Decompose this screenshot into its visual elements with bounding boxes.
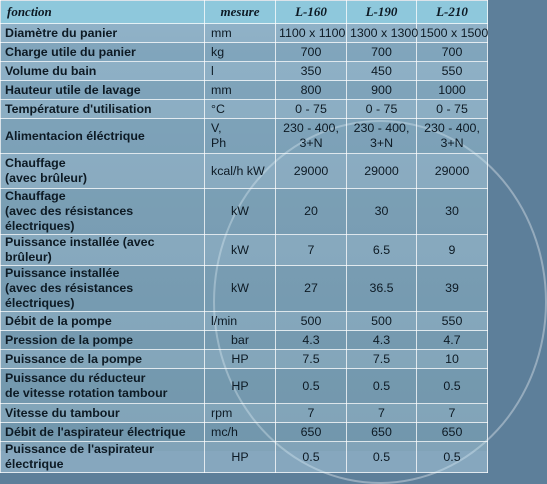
row-unit [205,100,276,119]
row-unit-line: mm [211,82,232,97]
row-label [1,100,205,119]
row-unit [205,24,276,43]
row-value-l210-line: 1500 x 1500 [420,25,489,40]
row-value-l210 [417,81,488,100]
row-value-l160-line: 800 [300,82,322,97]
row-label-line: Vitesse du tambour [5,405,120,420]
row-unit [205,235,276,266]
row-value-l210-line: 1000 [438,82,466,97]
row-value-l160 [276,369,347,404]
table-row [1,100,488,119]
header-model-l160: L-160 [276,1,347,24]
row-value-l210 [417,442,488,473]
row-unit-line: kW [231,281,249,295]
row-value-l160 [276,24,347,43]
table-row [1,266,488,312]
table-row [1,119,488,154]
row-value-l160-line: 29000 [293,163,329,178]
row-value-l210 [417,43,488,62]
row-value-l160-line: 500 [300,313,322,328]
row-label [1,331,205,350]
row-label-line: Puissance du réducteur [5,371,146,385]
row-value-l160 [276,312,347,331]
row-value-l190-line: 650 [371,424,392,439]
row-value-l160-line: 350 [300,63,322,78]
row-value-l160-line: 700 [300,44,322,59]
row-value-l190-line: 0 - 75 [365,101,398,116]
row-unit-line: mc/h [211,424,238,439]
row-value-l160-line: 1100 x 1100 [279,25,346,40]
row-value-l160-line: 230 - 400, [283,121,339,135]
row-value-l210 [417,62,488,81]
row-value-l160-line: 0.5 [302,378,320,393]
row-value-l160-line: 0.5 [302,449,320,464]
row-value-l190 [347,331,417,350]
row-unit [205,266,276,312]
row-label [1,43,205,62]
row-value-l210 [417,154,488,189]
row-unit [205,423,276,442]
row-value-l190 [347,442,417,473]
row-unit-line: °C [211,101,225,116]
row-value-l160-line: 7.5 [302,351,320,366]
row-value-l190 [347,312,417,331]
table-row [1,404,488,423]
row-value-l190 [347,119,417,154]
row-unit-line: kW [231,204,249,218]
row-label-line: (avec des résistances électriques) [5,204,134,233]
row-label [1,235,205,266]
row-unit [205,369,276,404]
row-value-l160 [276,350,347,369]
table-row [1,312,488,331]
row-value-l210 [417,100,488,119]
row-value-l190 [347,24,417,43]
row-label-line: de vitesse rotation tambour [5,386,168,400]
row-value-l160 [276,266,347,312]
row-label-line: Chauffage [5,156,66,170]
row-value-l190 [347,423,417,442]
row-value-l160 [276,62,347,81]
row-value-l210-line: 7 [448,405,456,420]
table-row [1,62,488,81]
row-label [1,81,205,100]
row-value-l190-line: 1300 x 1300 [350,25,419,40]
row-value-l210 [417,24,488,43]
row-value-l210 [417,331,488,350]
row-value-l190-line: 700 [371,44,392,59]
row-unit [205,331,276,350]
header-model-l210: L-210 [417,1,488,24]
row-value-l190 [347,81,417,100]
row-label-line: Puissance installée [5,266,120,280]
row-value-l190-line: 230 - 400, [353,121,410,135]
row-value-l210-line: 30 [445,204,459,218]
row-value-l190-line: 7 [378,405,385,420]
row-label [1,119,205,154]
row-label [1,266,205,312]
row-value-l210 [417,235,488,266]
row-value-l210-line: 4.7 [443,332,461,347]
table-row [1,43,488,62]
table-header-row [1,1,488,24]
row-unit-line: HP [231,378,249,393]
row-value-l190-line: 7.5 [372,351,391,366]
table-row [1,81,488,100]
row-label [1,423,205,442]
row-label [1,442,205,473]
row-value-l190-line: 0.5 [372,449,391,464]
row-unit [205,312,276,331]
row-value-l210 [417,119,488,154]
table-row [1,235,488,266]
table-row [1,154,488,189]
row-value-l210-line: 230 - 400, [424,121,480,135]
row-value-l190 [347,350,417,369]
row-value-l160 [276,423,347,442]
row-value-l190-line: 0.5 [372,378,391,393]
row-value-l160-line: 4.3 [302,332,320,347]
row-value-l190 [347,369,417,404]
row-value-l160-line: 27 [304,281,318,295]
row-value-l190 [347,43,417,62]
row-value-l190 [347,189,417,235]
row-label-line: Volume du bain [5,63,97,78]
row-value-l210-line: 550 [441,63,463,78]
row-unit [205,119,276,154]
table-row [1,442,488,473]
row-value-l210-line: 0.5 [443,378,461,393]
row-value-l160 [276,81,347,100]
row-label [1,154,205,189]
row-value-l210 [417,423,488,442]
row-value-l210 [417,266,488,312]
table-row [1,350,488,369]
header-fonction: fonction [1,1,205,24]
row-value-l190-line: 500 [371,313,392,328]
row-value-l210 [417,350,488,369]
row-unit [205,350,276,369]
row-value-l160-line: 20 [304,204,318,218]
row-unit-line: Ph [211,136,227,150]
row-value-l210-line: 39 [445,281,459,295]
row-value-l160-line: 650 [300,424,322,439]
row-label-line: Puissance installée (avec brûleur) [5,235,155,264]
row-value-l210 [417,189,488,235]
row-label [1,62,205,81]
row-value-l190 [347,100,417,119]
row-unit-line: bar [231,332,249,347]
table-row [1,369,488,404]
row-label-line: (avec des résistances électriques) [5,281,134,310]
row-unit [205,154,276,189]
row-label-line: Diamètre du panier [5,25,118,40]
row-value-l190-line: 4.3 [372,332,391,347]
row-value-l210-line: 650 [441,424,463,439]
row-unit [205,43,276,62]
row-value-l190 [347,266,417,312]
row-value-l160 [276,100,347,119]
row-value-l190-line: 29000 [364,163,399,178]
row-value-l210 [417,369,488,404]
row-label [1,24,205,43]
row-value-l160 [276,331,347,350]
row-unit [205,189,276,235]
row-unit [205,404,276,423]
row-label-line: Débit de la pompe [5,313,112,328]
header-model-l190: L-190 [347,1,417,24]
row-value-l190-line: 3+N [369,136,394,150]
row-value-l160 [276,43,347,62]
row-value-l160 [276,235,347,266]
row-value-l160 [276,404,347,423]
header-mesure: mesure [205,1,276,24]
row-value-l190-line: 30 [374,204,389,218]
row-value-l190 [347,404,417,423]
table-row [1,331,488,350]
row-unit-line: HP [231,449,249,464]
row-unit-line: HP [231,351,249,366]
row-label-line: (avec brûleur) [5,171,87,185]
row-unit [205,62,276,81]
row-value-l190 [347,154,417,189]
row-label-line: Pression de la pompe [5,332,134,347]
row-value-l190 [347,235,417,266]
row-value-l160-line: 3+N [299,136,323,150]
row-label [1,369,205,404]
row-label [1,404,205,423]
row-value-l210-line: 0 - 75 [436,101,468,116]
row-unit [205,81,276,100]
row-unit-line: kW [231,242,249,257]
row-label-line: Puissance de la pompe [5,351,143,366]
row-value-l190 [347,62,417,81]
row-label-line: Puissance de l'aspirateur électrique [5,442,154,471]
row-label-line: Débit de l'aspirateur électrique [5,424,186,439]
table-row [1,423,488,442]
row-value-l160-line: 7 [307,405,315,420]
row-label-line: Alimentacion éléctrique [5,128,145,143]
row-value-l160 [276,119,347,154]
row-value-l160 [276,154,347,189]
row-value-l210-line: 10 [445,351,459,366]
row-value-l210-line: 3+N [440,136,464,150]
row-unit-line: kcal/h kW [211,163,265,178]
row-value-l210-line: 29000 [434,163,470,178]
row-label [1,312,205,331]
row-value-l190-line: 450 [371,63,392,78]
row-value-l160-line: 0 - 75 [295,101,327,116]
row-value-l190-line: 900 [371,82,392,97]
row-value-l210-line: 700 [441,44,463,59]
table-row [1,24,488,43]
row-unit-line: mm [211,25,232,40]
table-row [1,189,488,235]
row-value-l210-line: 9 [448,242,456,257]
row-unit-line: V, [211,121,222,135]
row-label-line: Hauteur utile de lavage [5,82,141,97]
row-label-line: Charge utile du panier [5,44,136,59]
row-value-l210-line: 550 [441,313,463,328]
row-unit-line: l [211,63,214,78]
row-value-l210 [417,404,488,423]
row-value-l160-line: 7 [307,242,315,257]
row-label-line: Chauffage [5,189,66,203]
row-unit-line: kg [211,44,225,59]
row-value-l160 [276,442,347,473]
row-unit-line: rpm [211,405,233,420]
row-label [1,350,205,369]
row-value-l190-line: 6.5 [372,242,391,257]
row-value-l160 [276,189,347,235]
row-label-line: Température d'utilisation [5,101,152,116]
row-value-l210-line: 0.5 [443,449,461,464]
row-label [1,189,205,235]
row-value-l190-line: 36.5 [369,281,394,295]
row-unit-line: l/min [211,313,238,328]
row-unit [205,442,276,473]
row-value-l210 [417,312,488,331]
